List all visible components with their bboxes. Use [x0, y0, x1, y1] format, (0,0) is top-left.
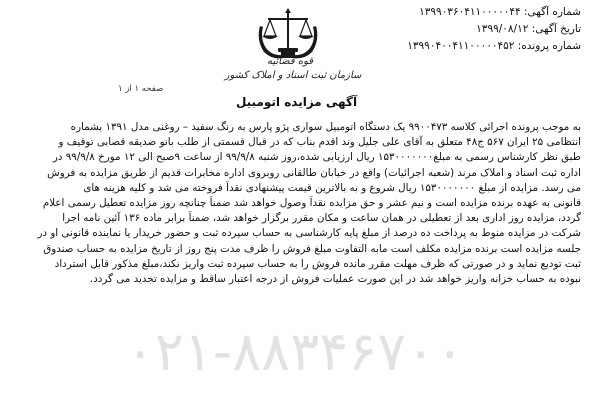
body-line: قانونی به عهده برنده مزایده است و نیم عشر و حق مزایده نقداً وصول خواهد شد ضمناً چنانچه روز مزایده تعطیل رسمی اعلام [42, 197, 581, 210]
body-line: جلسه مزایده است برنده مزایده مکلف است مابه التفاوت مبلغ فروش را ظرف مدت پنج روز از تاریخ مزایده به حساب صندوق [43, 242, 581, 255]
phone-watermark: ۰۲۱-۸۸۳۴۶۷۰۰ [125, 320, 465, 383]
body-line: می رسد. مزایده از مبلغ ۱۵۳۰۰۰۰۰۰۰ ریال شروع و به بالاترین قیمت پیشنهادی نقداً فروخته می شد و کلیه هزینه های [83, 181, 581, 194]
file-number: شماره پرونده: ۱۳۹۹۰۴۰۰۴۱۱۰۰۰۰۰۴۵۲ [407, 40, 581, 52]
notice-metadata [351, 4, 581, 55]
body-line: گردد، مزایده روز اداری بعد از تعطیلی در همان ساعت و مکان مقرر برگزار خواهد شد، ضمناً برابر ماده ۱۳۶ آئین نامه اجرا [62, 212, 581, 225]
body-line: انتظامی ۲۵ ایران ۵۶۷ ج۴۸ متعلق به آقای علی جلیل وند اقدم بناب که در قبال قسمتی از طلب بانو صدیقه قصابی توقیف و [58, 136, 581, 149]
notice-title: آگهی مزایده اتومبیل [235, 95, 358, 109]
org-name: قوه قضائیه [266, 56, 314, 67]
notice-date: تاریخ آگهی: ۱۳۹۹/۰۸/۱۲ [476, 23, 581, 35]
body-line: شرکت در مزایده منوط به پرداخت ده درصد از مبلغ پایه کارشناسی به حساب سپرده ثبت و حضور خریدار یا نماینده قانونی او در [37, 227, 581, 240]
body-line: طبق نظر کارشناس رسمی به مبلغ۱۵۳۰۰۰۰۰۰۰ ریال ارزیابی شده،روز شنبه ۹۹/۹/۸ از ساعت ۹صبح الی ۱۲ مورخ ۹۹/۹/۸ در [52, 151, 581, 164]
notice-body [12, 120, 581, 287]
page-number: صفحه ۱ از ۱ [118, 84, 164, 94]
agency-name: سازمان ثبت اسناد و املاک کشور [224, 70, 362, 81]
body-line: ثبت تودیع نماید و در صورتی که ظرف مهلت مقرر مانده فروش را به حساب سپرده ثبت واریز نکند،مبلغ مذکور قابل استرداد [54, 257, 581, 270]
body-line: نبوده به حساب خزانه واریز خواهد شد در این صورت عملیات فروش از درجه اعتبار ساقط و مزایده تجدید می گردد. [89, 273, 581, 286]
notice-number: شماره آگهی: ۱۳۹۹۰۳۶۰۴۱۱۰۰۰۰۰۴۴ [419, 6, 581, 18]
body-line: به موجب پرونده اجرائی کلاسه ۹۹۰۰۴۷۳ یک دستگاه اتومبیل سواری پژو پارس به رنگ سفید – روغنی مدل ۱۳۹۱ بشماره [70, 121, 581, 133]
body-line: اداره ثبت اسناد و املاک مرند (شعبه اجرائیات) واقع در خیابان طالقانی روبروی اداره مخابرات قدیم از طریق مزایده به فروش [47, 166, 581, 179]
